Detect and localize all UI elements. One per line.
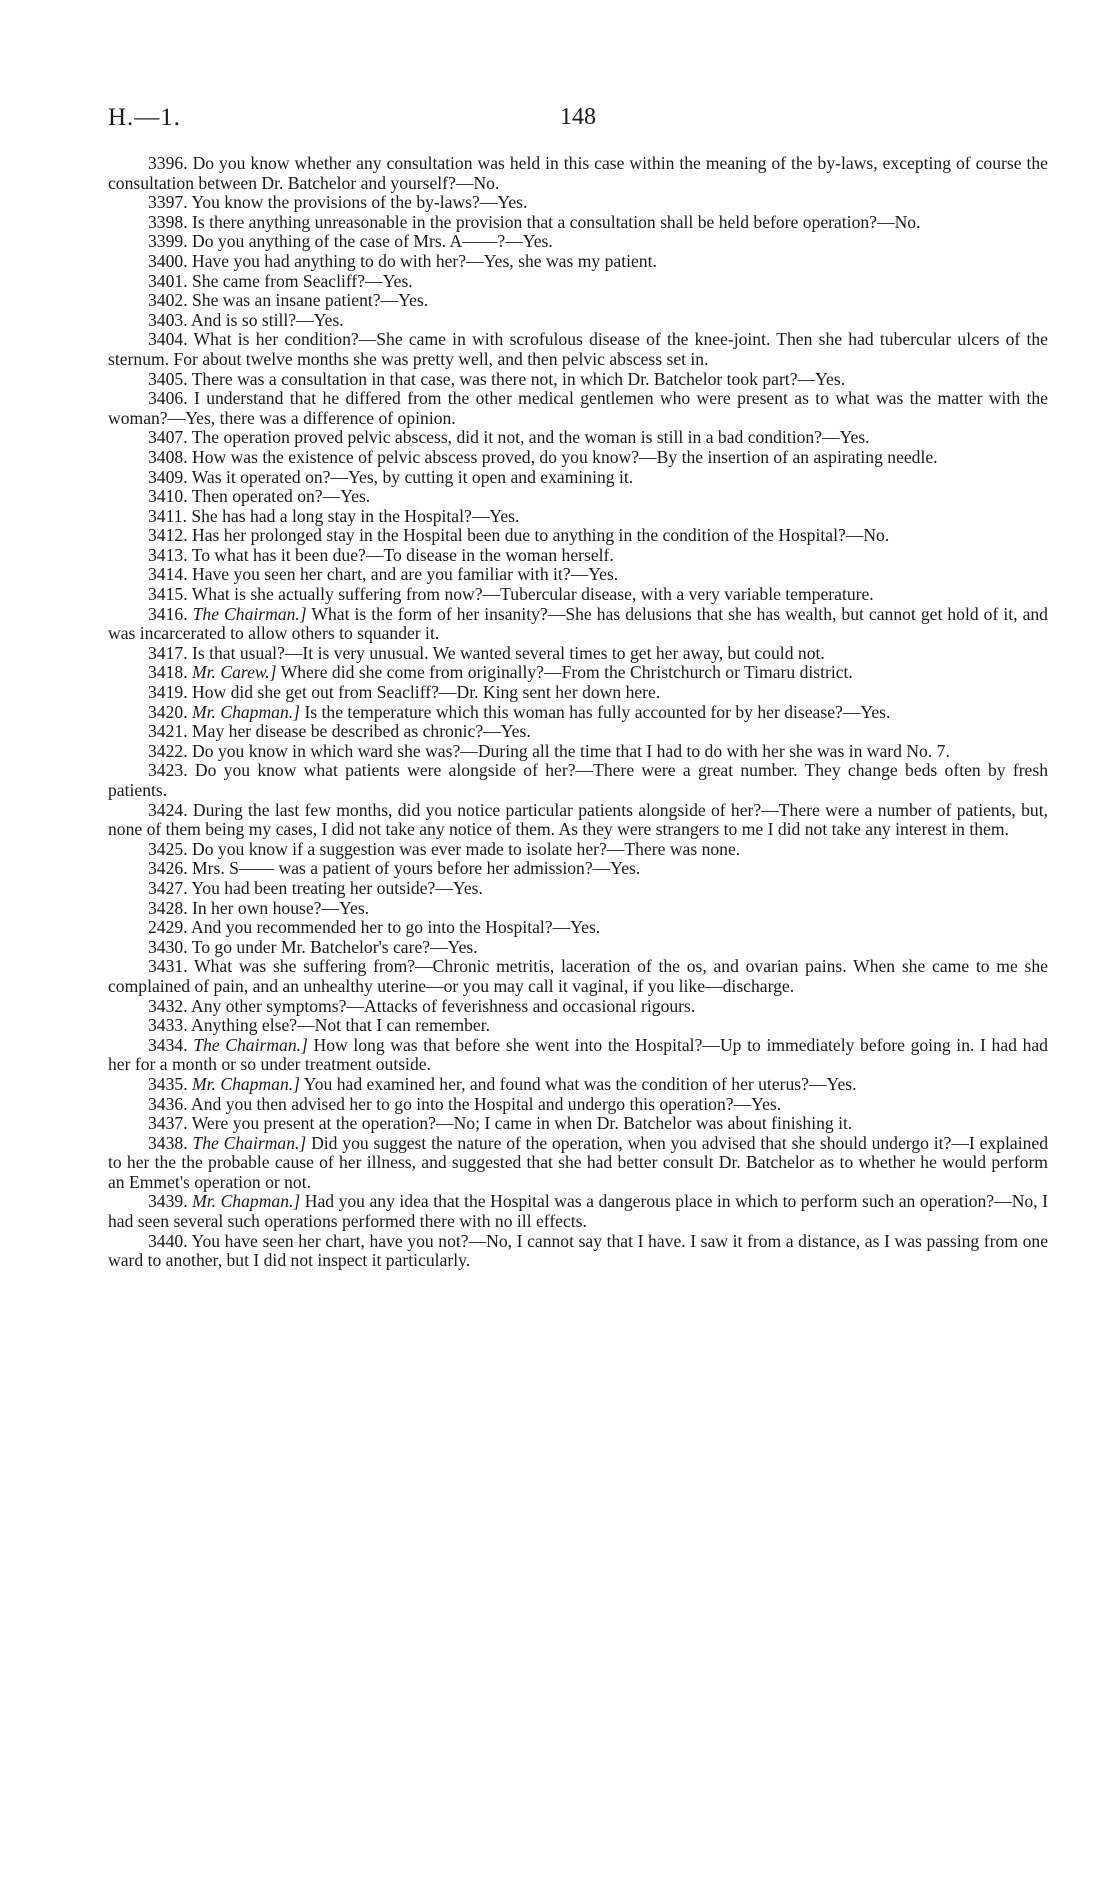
question-paragraph — [108, 879, 1048, 899]
question-text: You know the provisions of the by-laws?—Yes. — [191, 192, 528, 213]
question-number: 3437. — [148, 1113, 188, 1134]
question-text: How was the existence of pelvic abscess proved, do you know?—By the insertion of an aspirating needle. — [192, 446, 938, 467]
question-number: 3410. — [148, 486, 188, 507]
speaker-label: Mr. Carew.] — [192, 662, 277, 683]
question-number: 2429. — [148, 917, 188, 938]
question-paragraph — [108, 801, 1048, 840]
speaker-label: Mr. Chapman.] — [192, 1191, 301, 1212]
question-text: Anything else?—Not that I can remember. — [191, 1015, 491, 1036]
question-paragraph — [108, 703, 1048, 723]
question-number: 3411. — [148, 505, 187, 526]
question-text: Is the temperature which this woman has fully accounted for by her disease?—Yes. — [304, 701, 891, 722]
question-text: And you recommended her to go into the Hospital?—Yes. — [191, 917, 601, 938]
question-paragraph — [108, 468, 1048, 488]
question-text: Do you know what patients were alongside of her?—There were a great number. They change beds often by fresh patients. — [108, 760, 1048, 800]
question-paragraph — [108, 507, 1048, 527]
question-paragraph — [108, 840, 1048, 860]
question-number: 3415. — [148, 584, 188, 605]
question-number: 3413. — [148, 544, 188, 565]
question-number: 3419. — [148, 682, 188, 703]
question-text: You have seen her chart, have you not?—No, I cannot say that I have. I saw it from a distance, as I was passing from one ward to another, but I did not inspect it particularly. — [108, 1230, 1048, 1271]
question-text: Any other symptoms?—Attacks of feverishness and occasional rigours. — [191, 995, 696, 1016]
question-paragraph — [108, 526, 1048, 546]
question-text: There was a consultation in that case, was there not, in which Dr. Batchelor took part?—Yes. — [191, 368, 846, 389]
question-number: 3418. — [148, 662, 188, 683]
question-number: 3433. — [148, 1015, 188, 1036]
question-text: Do you anything of the case of Mrs. A——?—Yes. — [192, 231, 553, 252]
question-paragraph — [108, 565, 1048, 585]
question-number: 3425. — [148, 838, 188, 859]
question-paragraph — [108, 644, 1048, 664]
question-paragraph — [108, 605, 1048, 644]
question-paragraph — [108, 330, 1048, 369]
question-text: Do you know whether any consultation was held in this case within the meaning of the by-laws, excepting of course the consultation between Dr. Batchelor and yourself?—No. — [108, 153, 1048, 193]
question-text: What was she suffering from?—Chronic metritis, laceration of the os, and ovarian pains. When she came to me she complained of pain, and an unhealthy uterine—or you may call it vaginal, if you like—discharge. — [108, 956, 1048, 996]
question-text: And is so still?—Yes. — [191, 309, 344, 330]
question-number: 3408. — [148, 446, 188, 467]
question-number: 3405. — [148, 368, 188, 389]
question-text: Where did she come from originally?—From the Christchurch or Timaru district. — [280, 662, 853, 683]
question-number: 3430. — [148, 936, 188, 957]
question-text: She came from Seacliff?—Yes. — [192, 270, 413, 291]
question-number: 3439. — [148, 1191, 188, 1212]
page-number: 148 — [560, 104, 596, 130]
question-number: 3421. — [148, 721, 188, 742]
page-header — [108, 104, 1048, 144]
question-paragraph — [108, 1134, 1048, 1193]
question-text: She was an insane patient?—Yes. — [192, 290, 429, 311]
question-paragraph — [108, 859, 1048, 879]
question-number: 3412. — [148, 525, 188, 546]
question-text: Have you had anything to do with her?—Yes, she was my patient. — [192, 250, 657, 271]
question-text: She has had a long stay in the Hospital?—Yes. — [191, 505, 520, 526]
question-number: 3424. — [148, 799, 188, 820]
document-body — [108, 154, 1048, 1271]
question-paragraph — [108, 997, 1048, 1017]
question-paragraph — [108, 193, 1048, 213]
question-paragraph — [108, 291, 1048, 311]
question-number: 3423. — [148, 760, 188, 781]
question-paragraph — [108, 389, 1048, 428]
question-text: Do you know in which ward she was?—During all the time that I had to do with her she was in ward No. 7. — [192, 740, 950, 761]
question-text: To what has it been due?—To disease in the woman herself. — [191, 544, 614, 565]
question-paragraph — [108, 448, 1048, 468]
question-paragraph — [108, 487, 1048, 507]
question-text: You had examined her, and found what was the condition of her uterus?—Yes. — [303, 1073, 857, 1094]
question-paragraph — [108, 1114, 1048, 1134]
question-number: 3432. — [148, 995, 188, 1016]
question-number: 3435. — [148, 1073, 188, 1094]
question-number: 3406. — [148, 388, 188, 409]
question-text: Has her prolonged stay in the Hospital been due to anything in the condition of the Hospital?—No. — [192, 525, 890, 546]
document-reference: H.—1. — [108, 104, 182, 131]
question-text: Mrs. S—— was a patient of yours before her admission?—Yes. — [192, 858, 641, 879]
question-paragraph — [108, 899, 1048, 919]
question-text: And you then advised her to go into the Hospital and undergo this operation?—Yes. — [191, 1093, 782, 1114]
question-number: 3414. — [148, 564, 188, 585]
question-text: Then operated on?—Yes. — [191, 486, 371, 507]
question-paragraph — [108, 722, 1048, 742]
question-number: 3397. — [148, 192, 188, 213]
question-paragraph — [108, 663, 1048, 683]
question-text: Is there anything unreasonable in the provision that a consultation shall be held before operation?—No. — [192, 211, 921, 232]
question-number: 3402. — [148, 290, 188, 311]
question-number: 3438. — [148, 1132, 188, 1153]
question-paragraph — [108, 546, 1048, 566]
question-paragraph — [108, 1075, 1048, 1095]
question-number: 3401. — [148, 270, 188, 291]
question-paragraph — [108, 1095, 1048, 1115]
question-paragraph — [108, 1232, 1048, 1271]
question-text: During the last few months, did you notice particular patients alongside of her?—There were a number of patients, but, none of them being my cases, I did not take any notice of them. As they were strangers to me I did not take any interest in them. — [108, 799, 1049, 840]
question-number: 3400. — [148, 250, 188, 271]
question-text: May her disease be described as chronic?—Yes. — [192, 721, 531, 742]
question-number: 3434. — [148, 1034, 188, 1055]
question-text: How did she get out from Seacliff?—Dr. King sent her down here. — [192, 682, 661, 703]
question-paragraph — [108, 761, 1048, 800]
question-paragraph — [108, 1192, 1048, 1231]
question-text: What is she actually suffering from now?—Tubercular disease, with a very variable temperature. — [191, 584, 874, 605]
question-number: 3431. — [148, 956, 188, 977]
question-number: 3407. — [148, 427, 188, 448]
speaker-label: The Chairman.] — [192, 1132, 307, 1153]
question-paragraph — [108, 742, 1048, 762]
question-paragraph — [108, 683, 1048, 703]
speaker-label: The Chairman.] — [192, 603, 307, 624]
question-paragraph — [108, 585, 1048, 605]
question-paragraph — [108, 1016, 1048, 1036]
question-text: The operation proved pelvic abscess, did it not, and the woman is still in a bad condition?—Yes. — [191, 427, 870, 448]
question-text: You had been treating her outside?—Yes. — [191, 877, 483, 898]
question-paragraph — [108, 370, 1048, 390]
question-text: What is her condition?—She came in with scrofulous disease of the knee-joint. Then she had tubercular ulcers of the sternum. For about twelve months she was pretty well, and then pelvic abscess set in. — [108, 329, 1048, 369]
question-number: 3403. — [148, 309, 188, 330]
question-number: 3404. — [148, 329, 188, 350]
question-number: 3428. — [148, 897, 188, 918]
question-number: 3396. — [148, 153, 188, 173]
question-paragraph — [108, 154, 1048, 193]
question-number: 3409. — [148, 466, 188, 487]
question-paragraph — [108, 232, 1048, 252]
question-text: Is that usual?—It is very unusual. We wanted several times to get her away, but could not. — [192, 642, 825, 663]
question-text: Did you suggest the nature of the operation, when you advised that she should undergo it?—I explained to her the the probable cause of her illness, and suggested that she had better consult Dr. Batchelor as to whether he would perform an Emmet's operation or not. — [108, 1132, 1048, 1192]
question-text: What is the form of her insanity?—She has delusions that she has wealth, but cannot get hold of it, and was incarcerated to allow others to squander it. — [108, 603, 1048, 644]
question-paragraph — [108, 957, 1048, 996]
question-number: 3398. — [148, 211, 188, 232]
speaker-label: Mr. Chapman.] — [192, 1073, 301, 1094]
question-text: To go under Mr. Batchelor's care?—Yes. — [191, 936, 478, 957]
question-text: In her own house?—Yes. — [192, 897, 370, 918]
question-paragraph — [108, 252, 1048, 272]
question-number: 3417. — [148, 642, 188, 663]
question-text: Do you know if a suggestion was ever made to isolate her?—There was none. — [192, 838, 741, 859]
question-paragraph — [108, 213, 1048, 233]
question-number: 3422. — [148, 740, 188, 761]
question-paragraph — [108, 918, 1048, 938]
question-text: Have you seen her chart, and are you familiar with it?—Yes. — [192, 564, 619, 585]
question-number: 3436. — [148, 1093, 188, 1114]
question-text: Were you present at the operation?—No; I came in when Dr. Batchelor was about finishing it. — [191, 1113, 853, 1134]
question-number: 3427. — [148, 877, 188, 898]
question-number: 3420. — [148, 701, 188, 722]
question-number: 3399. — [148, 231, 188, 252]
speaker-label: Mr. Chapman.] — [192, 701, 301, 722]
question-text: Was it operated on?—Yes, by cutting it open and examining it. — [191, 466, 634, 487]
question-number: 3440. — [148, 1230, 188, 1251]
question-paragraph — [108, 1036, 1048, 1075]
question-number: 3426. — [148, 858, 188, 879]
question-text: I understand that he differed from the other medical gentlemen who were present as to what was the matter with the woman?—Yes, there was a difference of opinion. — [108, 388, 1048, 428]
question-number: 3416. — [148, 603, 188, 624]
speaker-label: The Chairman.] — [193, 1034, 308, 1055]
question-text: How long was that before she went into the Hospital?—Up to immediately before going in. I had had her for a month or so under treatment outside. — [108, 1034, 1048, 1075]
question-paragraph — [108, 311, 1048, 331]
question-paragraph — [108, 428, 1048, 448]
question-text: Had you any idea that the Hospital was a dangerous place in which to perform such an operation?—No, I had seen several such operations performed there with no ill effects. — [108, 1191, 1048, 1232]
question-paragraph — [108, 938, 1048, 958]
question-paragraph — [108, 272, 1048, 292]
